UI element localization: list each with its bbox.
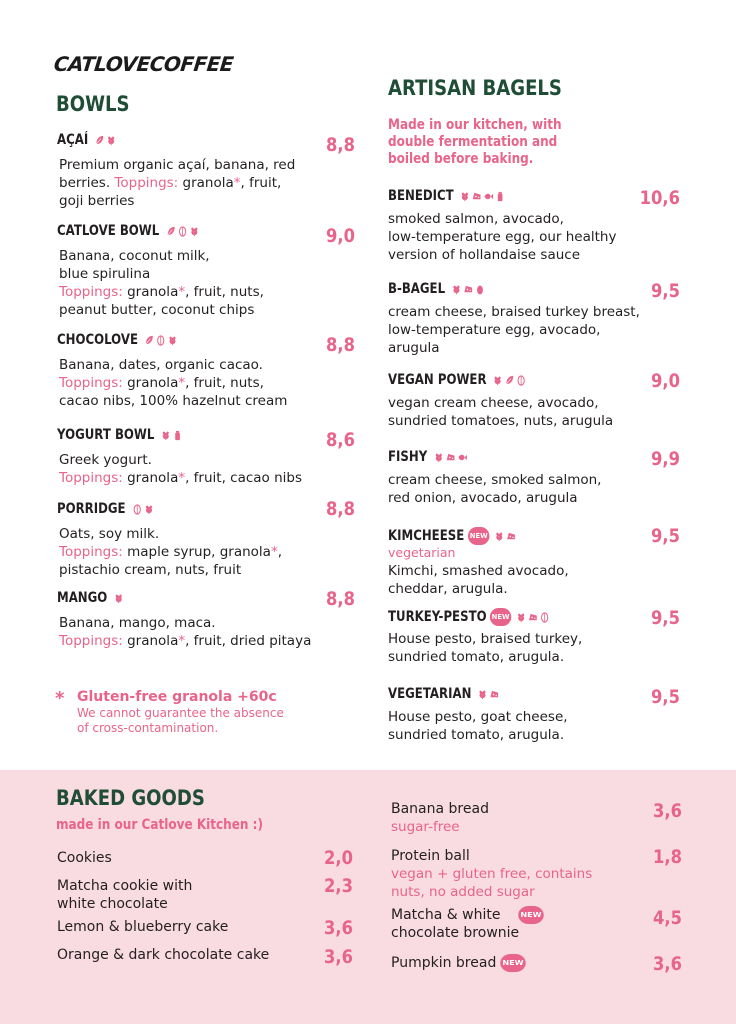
gluten-free-mark: *: [178, 375, 186, 391]
description-line: Greek yogurt.: [59, 452, 152, 468]
baked-item-line: Cookies: [57, 850, 112, 866]
nut-icon: [132, 504, 141, 515]
bagel-description: [388, 394, 688, 430]
baked-item-price: 2,3: [324, 875, 353, 897]
bagel-price: 9,9: [651, 448, 680, 470]
toppings-label: Toppings:: [59, 633, 123, 649]
baked-item-price: 2,0: [324, 847, 353, 869]
baked-item-name: [57, 877, 317, 913]
fish-icon: [484, 191, 493, 202]
dietary-icons: [434, 452, 467, 463]
bowl-description: [59, 451, 349, 487]
toppings-label: Toppings:: [59, 544, 123, 560]
description-line: goji berries: [59, 193, 135, 209]
bowl-name-text: AÇAÍ: [57, 132, 89, 148]
bagel-description: [388, 471, 688, 507]
bowl-description: [59, 525, 349, 579]
bowl-name-text: YOGURT BOWL: [57, 427, 155, 443]
dietary-icons: [161, 430, 182, 441]
bagel-name: [388, 449, 467, 465]
bagel-description: [388, 303, 688, 357]
baked-item-line: Orange & dark chocolate cake: [57, 947, 270, 963]
description-line: cheddar, arugula.: [388, 581, 508, 597]
bagel-name-text: VEGAN POWER: [388, 372, 487, 388]
toppings-label: Toppings:: [114, 175, 179, 191]
description-line: arugula: [388, 340, 440, 356]
description-line: sundried tomatoes, nuts, arugula: [388, 413, 614, 429]
description-line: Toppings: maple syrup, granola*,: [59, 544, 283, 560]
wheat-icon: [107, 135, 116, 146]
bagel-name-text: B-BAGEL: [388, 281, 446, 297]
description-line: berries. Toppings: granola*, fruit,: [59, 175, 282, 191]
baked-item-line: Lemon & blueberry cake: [57, 919, 229, 935]
description-line: House pesto, braised turkey,: [388, 631, 583, 647]
description-line: Toppings: granola*, fruit, nuts,: [59, 375, 264, 391]
bagels-title: ARTISAN BAGELS: [388, 76, 562, 100]
bowl-name: [57, 223, 199, 239]
bowl-price: 8,8: [326, 588, 355, 610]
bagels-intro: [388, 117, 562, 168]
gluten-note-line2: of cross-contamination.: [77, 721, 219, 735]
milk-icon: [173, 430, 182, 441]
bowl-description: [59, 156, 349, 210]
bagel-price: 9,0: [651, 370, 680, 392]
wheat-icon: [460, 191, 469, 202]
baked-item-name: [391, 954, 651, 972]
description-line: Oats, soy milk.: [59, 526, 160, 542]
bagels-intro-line: double fermentation and: [388, 134, 558, 150]
baked-goods-title: BAKED GOODS: [56, 786, 205, 810]
description-line: Premium organic açaí, banana, red: [59, 157, 296, 173]
bowls-title: BOWLS: [56, 92, 130, 116]
description-line: cream cheese, braised turkey breast,: [388, 304, 640, 320]
cheese-icon: [506, 531, 515, 542]
description-line: blue spirulina: [59, 266, 151, 282]
baked-item-name: [391, 906, 651, 942]
bagels-intro-line: boiled before baking.: [388, 151, 534, 167]
description-line: red onion, avocado, arugula: [388, 490, 578, 506]
gluten-note-star: *: [55, 688, 65, 709]
baked-item-price: 3,6: [324, 917, 353, 939]
bagel-name: [388, 188, 505, 204]
gluten-note-line1: We cannot guarantee the absence: [77, 706, 284, 720]
bagel-name: [388, 608, 550, 626]
gluten-free-mark: *: [178, 633, 186, 649]
description-line: Banana, dates, organic cacao.: [59, 357, 263, 373]
wheat-icon: [144, 504, 153, 515]
description-line: cream cheese, smoked salmon,: [388, 472, 602, 488]
baked-item-note: nuts, no added sugar: [391, 884, 535, 900]
dietary-icons: [114, 593, 123, 604]
bowl-name: [57, 132, 116, 148]
bowl-name: [57, 501, 153, 517]
bagel-name-text: FISHY: [388, 449, 428, 465]
new-badge: NEW: [501, 954, 527, 972]
dietary-icons: [478, 689, 499, 700]
bowl-price: 8,6: [326, 429, 355, 451]
bagel-name: [388, 527, 515, 545]
bowl-name-text: PORRIDGE: [57, 501, 126, 517]
dietary-icons: [132, 504, 153, 515]
baked-item-line: Protein ball: [391, 848, 470, 864]
baked-item-line: Banana bread: [391, 801, 489, 817]
baked-item-line: white chocolate: [57, 896, 168, 912]
gluten-note-title: Gluten-free granola +60c: [77, 689, 277, 705]
wheat-icon: [434, 452, 443, 463]
nut-icon: [156, 335, 165, 346]
nut-icon: [178, 226, 187, 237]
cheese-icon: [490, 689, 499, 700]
toppings-label: Toppings:: [59, 470, 123, 486]
leaf-icon: [145, 335, 154, 346]
bagel-description: [388, 210, 688, 264]
gluten-free-mark: *: [178, 284, 186, 300]
bagels-intro-line: Made in our kitchen, with: [388, 117, 562, 133]
milk-icon: [496, 191, 505, 202]
dietary-icons: [517, 612, 550, 623]
cheese-icon: [472, 191, 481, 202]
bagel-name: [388, 372, 526, 388]
baked-item-line: Pumpkin bread NEW: [391, 954, 651, 972]
baked-item-price: 3,6: [324, 946, 353, 968]
baked-item-note: vegan + gluten free, contains: [391, 866, 593, 882]
leaf-icon: [166, 226, 175, 237]
baked-item-price: 3,6: [653, 800, 682, 822]
dietary-icons: [460, 191, 505, 202]
bagel-price: 9,5: [651, 525, 680, 547]
bagel-description: [388, 630, 688, 666]
cheese-icon: [464, 284, 473, 295]
bowl-name: [57, 590, 123, 606]
wheat-icon: [452, 284, 461, 295]
bagel-name-text: TURKEY-PESTO: [388, 609, 487, 625]
description-line: vegan cream cheese, avocado,: [388, 395, 599, 411]
baked-item-name: [391, 800, 651, 836]
bagel-price: 10,6: [639, 187, 680, 209]
description-line: cacao nibs, 100% hazelnut cream: [59, 393, 288, 409]
bagel-name-text: VEGETARIAN: [388, 686, 472, 702]
nut-icon: [517, 375, 526, 386]
new-badge: NEW: [519, 906, 545, 924]
bowl-price: 8,8: [326, 134, 355, 156]
fish-icon: [457, 452, 466, 463]
bowl-description: [59, 247, 349, 319]
egg-icon: [475, 284, 484, 295]
description-line: Toppings: granola*, fruit, cacao nibs: [59, 470, 303, 486]
description-line: low-temperature egg, our healthy: [388, 229, 617, 245]
bowl-price: 8,8: [326, 498, 355, 520]
bowl-description: [59, 614, 349, 650]
gluten-free-mark: *: [233, 175, 241, 191]
bowl-name-text: MANGO: [57, 590, 108, 606]
brand-logo: CATLOVECOFFEE: [52, 52, 235, 76]
wheat-icon: [189, 226, 198, 237]
baked-item-line: Matcha & white NEW: [391, 906, 651, 924]
new-badge: NEW: [468, 527, 489, 545]
description-line: low-temperature egg, avocado,: [388, 322, 601, 338]
gluten-free-mark: *: [270, 544, 278, 560]
cheese-icon: [446, 452, 455, 463]
bagel-name-text: BENEDICT: [388, 188, 454, 204]
baked-goods-subtitle: made in our Catlove Kitchen :): [56, 817, 264, 833]
description-line: peanut butter, coconut chips: [59, 302, 255, 318]
bagel-name: [388, 281, 485, 297]
bagel-name: [388, 686, 499, 702]
baked-item-price: 3,6: [653, 953, 682, 975]
bagel-description: [388, 708, 688, 744]
description-line: Kimchi, smashed avocado,: [388, 563, 569, 579]
description-line: Toppings: granola*, fruit, nuts,: [59, 284, 264, 300]
bowl-name-text: CHOCOLOVE: [57, 332, 138, 348]
baked-item-line: chocolate brownie: [391, 925, 520, 941]
bagel-description: [388, 562, 688, 598]
bowl-name-text: CATLOVE BOWL: [57, 223, 160, 239]
description-line: Banana, coconut milk,: [59, 248, 210, 264]
baked-item-price: 1,8: [653, 846, 682, 868]
dietary-icons: [494, 531, 515, 542]
description-line: version of hollandaise sauce: [388, 247, 580, 263]
bowl-description: [59, 356, 349, 410]
baked-item-line: Matcha cookie with: [57, 878, 193, 894]
baked-item-name: [391, 847, 651, 901]
baked-item-name: [57, 849, 317, 867]
bowl-price: 9,0: [326, 225, 355, 247]
description-line: pistachio cream, nuts, fruit: [59, 562, 242, 578]
bowl-price: 8,8: [326, 334, 355, 356]
wheat-icon: [494, 531, 503, 542]
gluten-free-mark: *: [178, 470, 186, 486]
cheese-icon: [529, 612, 538, 623]
leaf-icon: [95, 135, 104, 146]
bagel-price: 9,5: [651, 607, 680, 629]
dietary-icons: [166, 226, 199, 237]
baked-item-note: sugar-free: [391, 819, 460, 835]
bowl-name: [57, 332, 177, 348]
dietary-icons: [452, 284, 485, 295]
description-line: sundried tomato, arugula.: [388, 649, 565, 665]
dietary-icons: [95, 135, 116, 146]
wheat-icon: [478, 689, 487, 700]
bagel-name-text: KIMCHEESE: [388, 528, 465, 544]
wheat-icon: [161, 430, 170, 441]
dietary-icons: [493, 375, 526, 386]
description-line: smoked salmon, avocado,: [388, 211, 564, 227]
new-badge: NEW: [490, 608, 511, 626]
bowl-name: [57, 427, 182, 443]
description-line: House pesto, goat cheese,: [388, 709, 568, 725]
wheat-icon: [114, 593, 123, 604]
baked-item-name: [57, 918, 317, 936]
wheat-icon: [493, 375, 502, 386]
description-line: Banana, mango, maca.: [59, 615, 216, 631]
toppings-label: Toppings:: [59, 284, 123, 300]
baked-item-name: [57, 946, 317, 964]
wheat-icon: [168, 335, 177, 346]
description-line: sundried tomato, arugula.: [388, 727, 565, 743]
wheat-icon: [517, 612, 526, 623]
toppings-label: Toppings:: [59, 375, 123, 391]
baked-item-price: 4,5: [653, 907, 682, 929]
nut-icon: [540, 612, 549, 623]
leaf-icon: [505, 375, 514, 386]
description-line: Toppings: granola*, fruit, dried pitaya: [59, 633, 312, 649]
bagel-price: 9,5: [651, 280, 680, 302]
dietary-icons: [145, 335, 178, 346]
bagel-price: 9,5: [651, 686, 680, 708]
bagel-tag: vegetarian: [388, 545, 456, 560]
